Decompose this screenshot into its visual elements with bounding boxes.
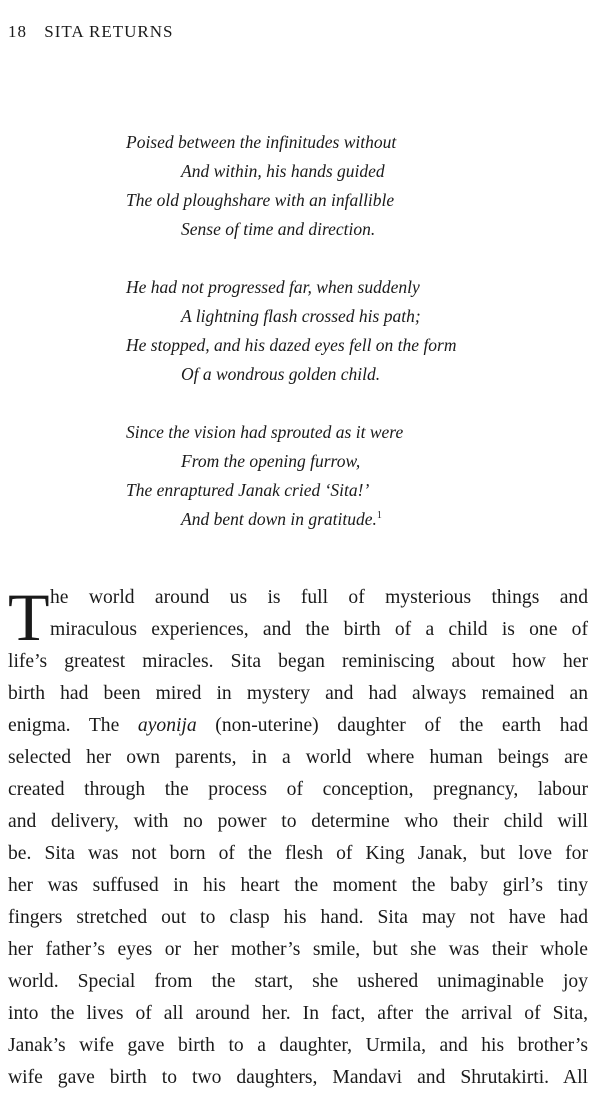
poem-stanza: [0, 418, 600, 534]
paragraph-line: fingers stretched out to clasp his hand. Sita may not have had: [8, 907, 588, 928]
poem-line: A lightning flash crossed his path;: [181, 306, 421, 326]
italic-term: ayonija: [137, 715, 197, 736]
page-number: 18: [8, 22, 27, 41]
paragraph-line: be. Sita was not born of the flesh of King Janak, but love for: [8, 843, 588, 864]
body-paragraph: [8, 579, 588, 1094]
poem: [0, 128, 600, 563]
paragraph-line: into the lives of all around her. In fact, after the arrival of Sita,: [8, 1003, 588, 1024]
paragraph-line: her father’s eyes or her mother’s smile, but she was their whole: [8, 939, 588, 960]
footnote-marker: 1: [376, 510, 382, 522]
paragraph-text: enigma. The: [8, 715, 138, 736]
poem-line: The old ploughshare with an infallible: [126, 190, 395, 210]
paragraph-line: Janak’s wife gave birth to a daughter, Urmila, and his brother’s: [8, 1035, 588, 1056]
poem-line: Poised between the infinitudes without: [126, 132, 397, 152]
drop-cap: T: [8, 579, 50, 655]
poem-stanza: [0, 273, 600, 389]
paragraph-line: selected her own parents, in a world where human beings are: [8, 747, 588, 768]
paragraph-line: world. Special from the start, she ushered unimaginable joy: [8, 971, 588, 992]
paragraph-line: created through the process of conception, pregnancy, labour: [8, 779, 588, 800]
poem-stanza: [0, 128, 600, 244]
poem-line: He had not progressed far, when suddenly: [126, 277, 420, 297]
paragraph-text: (non-uterine) daughter of the earth had: [196, 715, 588, 736]
poem-line: Of a wondrous golden child.: [181, 364, 381, 384]
paragraph-line: [8, 710, 588, 742]
poem-line: Sense of time and direction.: [181, 219, 376, 239]
poem-line: The enraptured Janak cried ‘Sita!’: [126, 480, 370, 500]
poem-line: From the opening furrow,: [181, 451, 361, 471]
poem-line: And within, his hands guided: [181, 161, 385, 181]
paragraph-line: he world around us is full of mysterious things and: [50, 587, 588, 608]
paragraph-line: life’s greatest miracles. Sita began reminiscing about how her: [8, 651, 588, 672]
paragraph-line: her was suffused in his heart the moment the baby girl’s tiny: [8, 875, 588, 896]
poem-line-text: And bent down in gratitude.: [181, 509, 377, 529]
paragraph-line: miraculous experiences, and the birth of a child is one of: [50, 619, 588, 640]
poem-line: [0, 505, 600, 534]
paragraph-line: wife gave birth to two daughters, Mandavi and Shrutakirti. All: [8, 1067, 588, 1088]
poem-line: Since the vision had sprouted as it were: [126, 422, 404, 442]
running-head: [8, 22, 173, 42]
paragraph-line: and delivery, with no power to determine who their child will: [8, 811, 588, 832]
poem-line: He stopped, and his dazed eyes fell on the form: [126, 335, 457, 355]
paragraph-line: birth had been mired in mystery and had always remained an: [8, 683, 588, 704]
book-title: SITA RETURNS: [44, 22, 174, 41]
